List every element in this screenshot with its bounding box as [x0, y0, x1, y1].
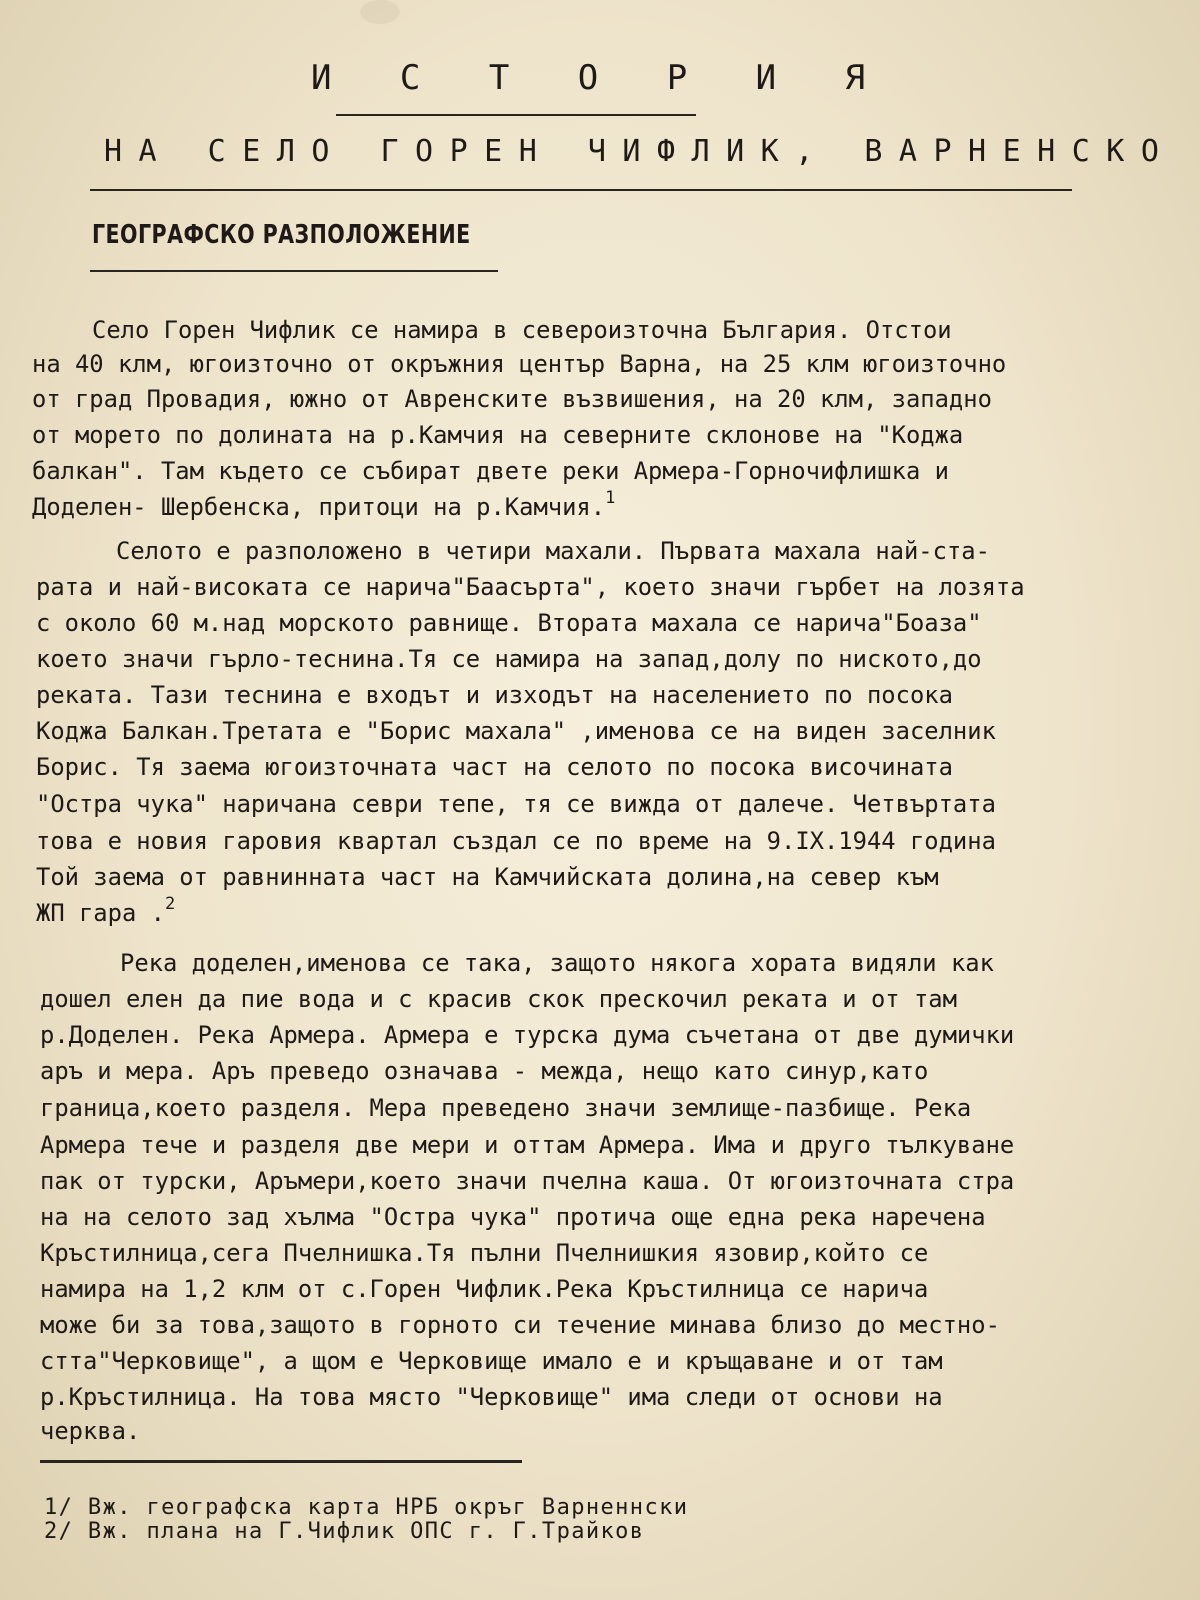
document-title: И С Т О Р И Я	[310, 58, 890, 98]
text-line: може би за това,защото в горното си течение минава близо до местно-	[40, 1311, 1000, 1339]
text-line: Кръстилница,сега Пчелнишка.Тя пълни Пчелнишкия язовир,който се	[40, 1239, 929, 1267]
footnote-separator	[40, 1460, 522, 1463]
text-line: Армера тече и разделя две мери и оттам Армера. Има и друго тълкуване	[40, 1131, 1015, 1159]
text-line: "Остра чука" наричана севри тепе, тя се вижда от далече. Четвъртата	[36, 790, 996, 818]
text-line: реката. Тази теснина е входът и изходът на населението по посока	[36, 681, 953, 709]
footnote-1: 1/ Вж. географска карта НРБ окръг Варненнски	[44, 1495, 689, 1520]
text-line: Той заема от равнинната част на Камчийската долина,на север към	[36, 863, 939, 891]
section-heading: ГЕОГРАФСКО РАЗПОЛОЖЕНИЕ	[92, 220, 471, 250]
text-line: дошел елен да пие вода и с красив скок прескочил реката и от там	[40, 985, 957, 1013]
text-line: Борис. Тя заема югоизточната част на селото по посока височината	[36, 753, 953, 781]
text-line: намира на 1,2 клм от с.Горен Чифлик.Река Кръстилница се нарича	[40, 1275, 929, 1303]
text-line: граница,което разделя. Мера преведено значи землище-пазбище. Река	[40, 1094, 972, 1122]
text-line: Река доделен,именова се така, защото някога хората видяли как	[120, 949, 994, 977]
text-line: Селото е разположено в четири махали. Първата махала най-ста-	[116, 537, 990, 565]
subtitle-underline	[90, 189, 1072, 191]
text-line: рата и най-високата се нарича"Баасърта", което значи гърбет на лозята	[36, 573, 1025, 601]
text-line: р.Доделен. Река Армера. Армера е турска дума съчетана от две думички	[40, 1021, 1015, 1049]
title-underline	[336, 114, 696, 116]
text-line: от морето по долината на р.Камчия на северните склонове на "Коджа	[32, 421, 964, 449]
section-heading-underline	[90, 270, 498, 272]
text-line: това е новия гаровия квартал създал се по време на 9.IX.1944 година	[36, 827, 996, 855]
text-line: р.Кръстилница. На това място "Черковище" има следи от основи на	[40, 1383, 943, 1411]
document-subtitle: НА СЕЛО ГОРЕН ЧИФЛИК, ВАРНЕНСКО	[104, 134, 1176, 169]
text-line: черква.	[40, 1417, 141, 1445]
footnote-2: 2/ Вж. плана на Г.Чифлик ОПС г. Г.Трайков	[44, 1519, 645, 1544]
text-line: ЖП гара .$^2$	[36, 894, 176, 927]
text-line: Коджа Балкан.Третата е "Борис махала" ,именова се на виден заселник	[36, 717, 996, 745]
text-line: Доделен- Шербенска, притоци на р.Камчия.$^1$	[32, 488, 616, 521]
text-line: пак от турски, Аръмери,което значи пчелна каша. От югоизточната стра	[40, 1167, 1015, 1195]
text-line: стта"Черковище", а щом е Черковище имало е и кръщаване и от там	[40, 1347, 943, 1375]
footnote-ref-1: 1	[605, 488, 616, 508]
text-line: балкан". Там където се събират двете реки Армера-Горночифлишка и	[32, 457, 949, 485]
text-line: от град Провадия, южно от Авренските възвишения, на 20 клм, западно	[32, 385, 992, 413]
text-line: аръ и мера. Аръ преведо означава - межда, нещо като синур,като	[40, 1057, 929, 1085]
text-line: Село Горен Чифлик се намира в североизточна България. Отстои	[92, 316, 952, 344]
text-line: на 40 клм, югоизточно от окръжния център Варна, на 25 клм югоизточно	[32, 350, 1007, 378]
text-line: с около 60 м.над морското равнище. Втората махала се нарича"Боаза"	[36, 609, 982, 637]
text-line: на на селото зад хълма "Остра чука" протича още една река наречена	[40, 1203, 986, 1231]
text-line: което значи гърло-теснина.Тя се намира на запад,долу по ниското,до	[36, 645, 982, 673]
footnote-ref-2: 2	[164, 894, 176, 914]
paper-stain	[360, 0, 400, 24]
